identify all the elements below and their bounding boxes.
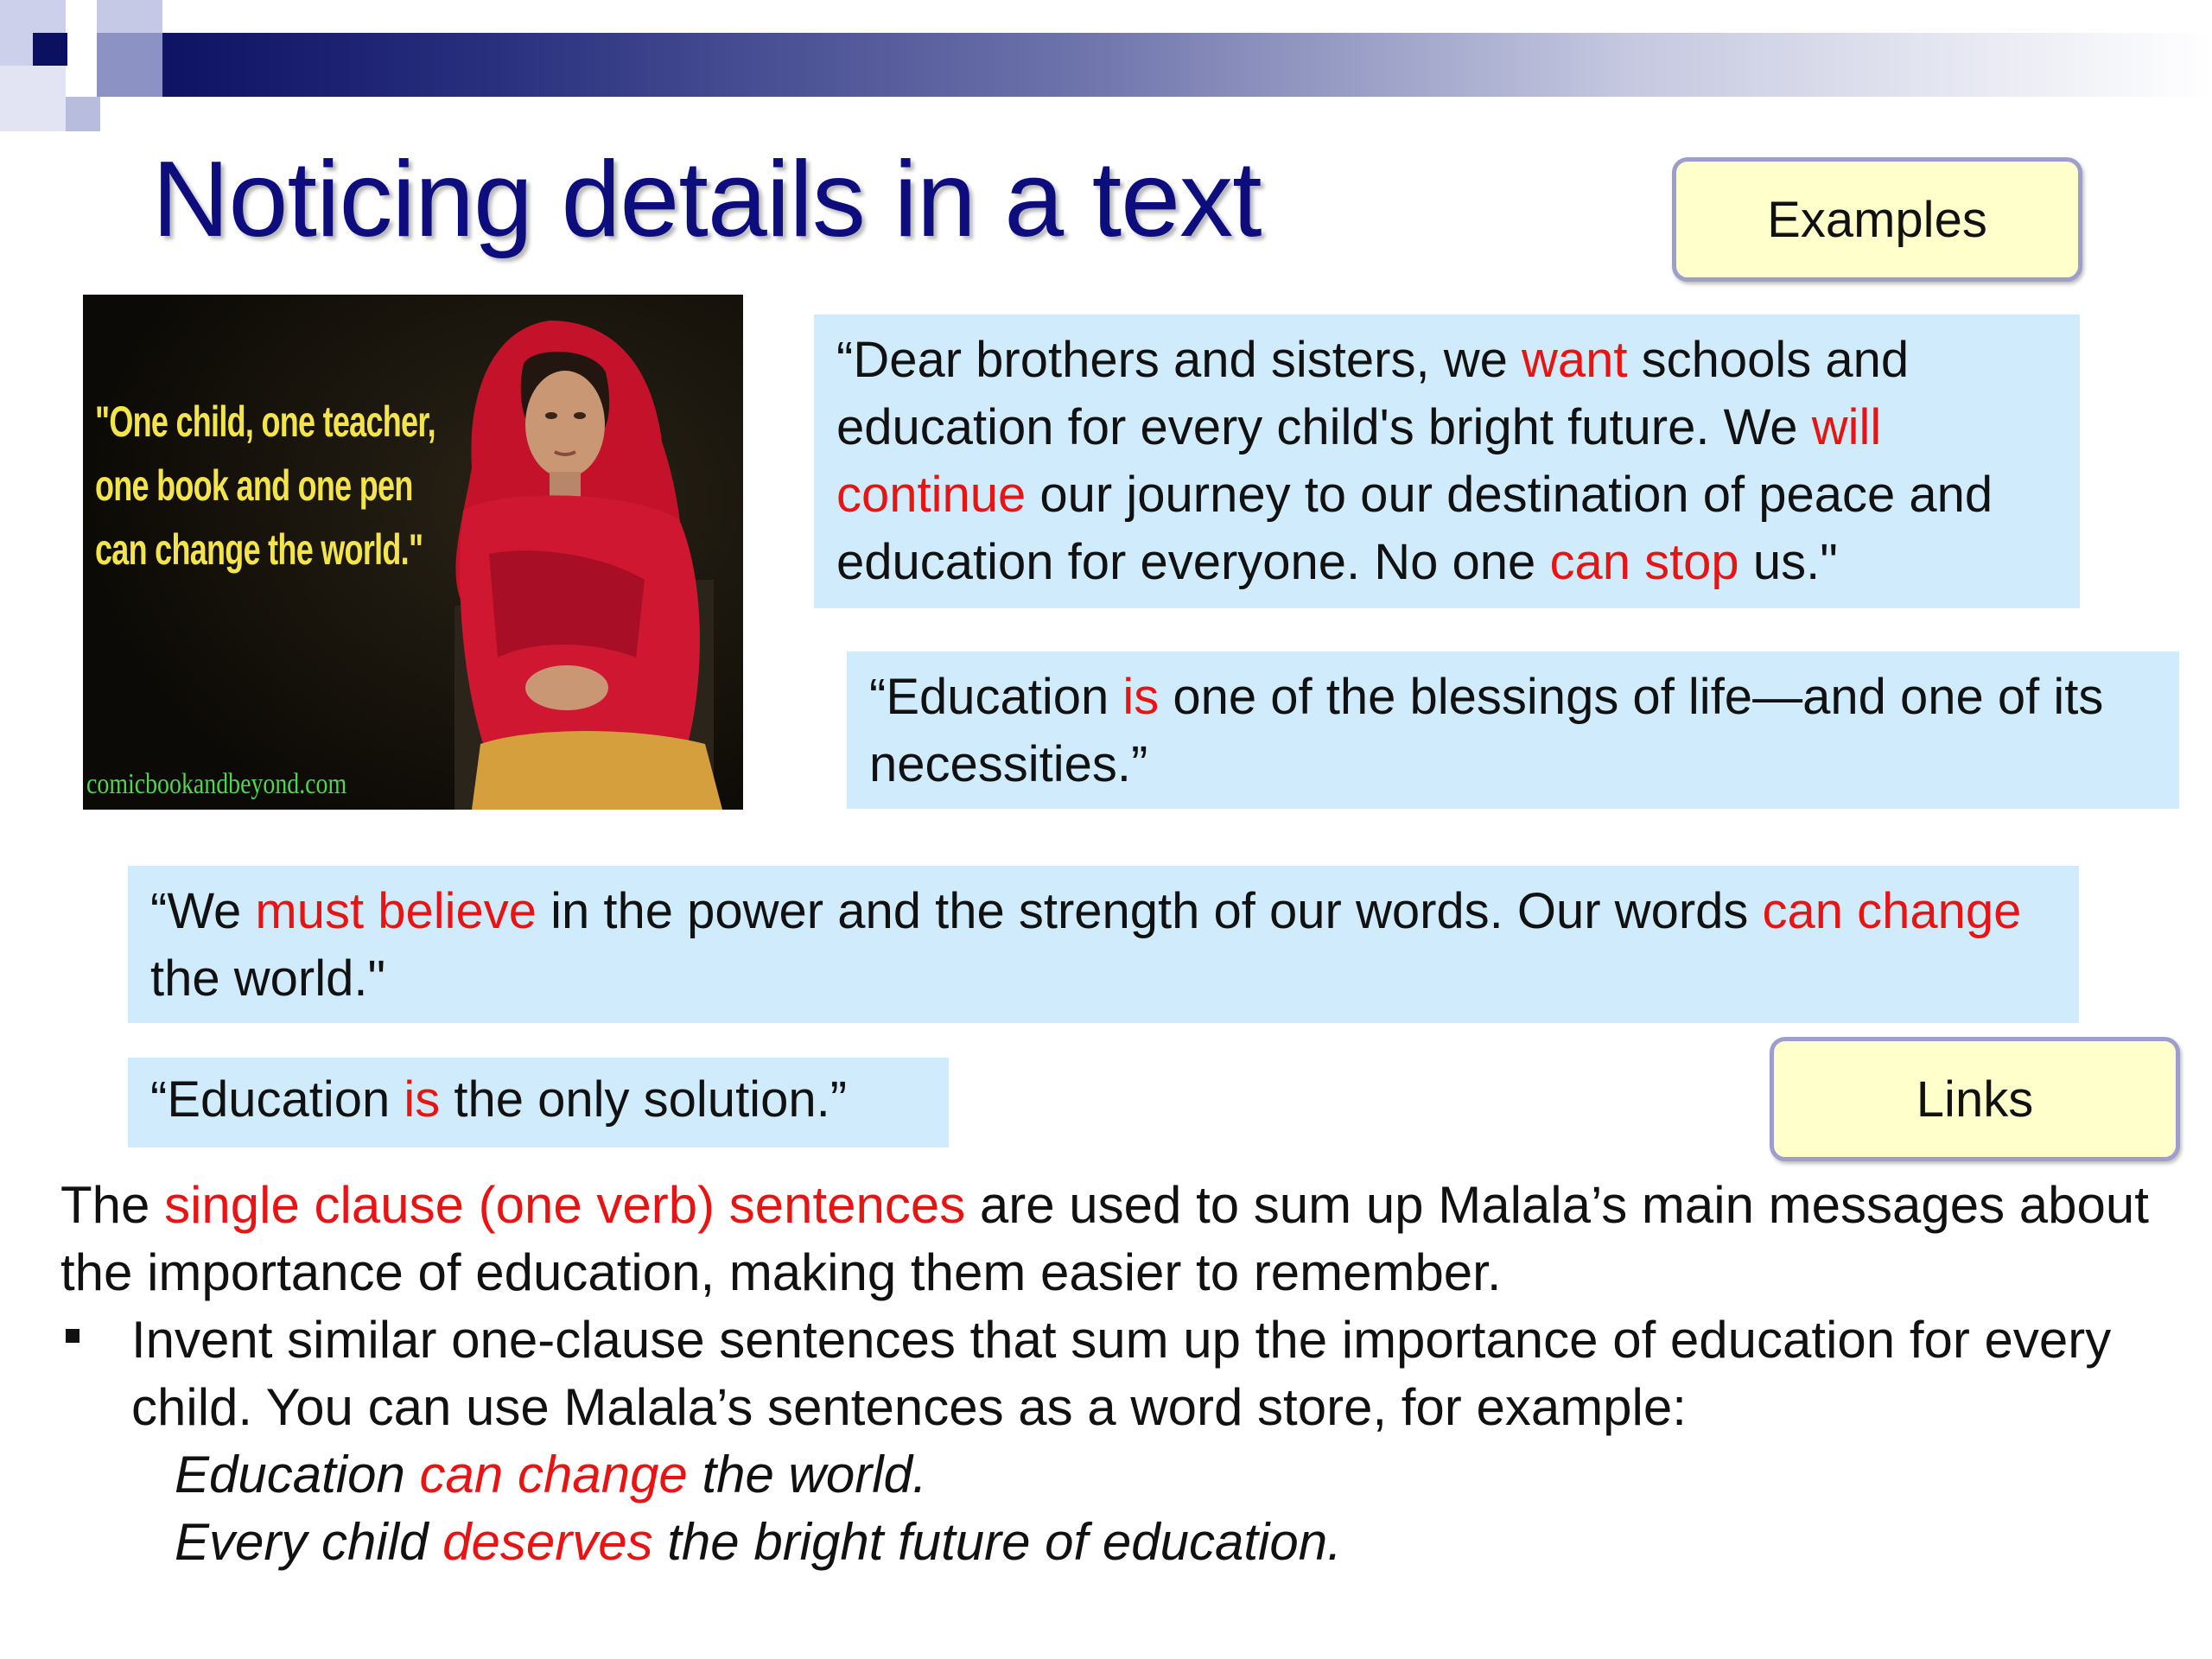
quote-text: the only solution.”: [440, 1071, 848, 1128]
malala-quote-photo: [83, 295, 743, 810]
example-text: Education: [175, 1446, 420, 1503]
slide-title: Noticing details in a text: [152, 140, 1262, 259]
highlighted-verb: want: [1521, 332, 1628, 388]
poster-quote: [95, 390, 435, 582]
deco-square: [97, 33, 162, 97]
quote-box-dear-brothers: [814, 315, 2080, 608]
poster-quote-line: "One child, one teacher,: [95, 397, 435, 446]
deco-square: [33, 33, 67, 66]
quote-text: schools and education for every child's bright future. We: [836, 332, 1910, 455]
quote-text: our journey to our destination of peace and education for everyone. No one: [836, 467, 1993, 590]
example-sentence: [175, 1441, 927, 1509]
quote-text: the world.": [150, 950, 386, 1007]
quote-box-power-of-words: [128, 866, 2079, 1023]
example-sentence: [175, 1509, 1342, 1576]
quote-text: in the power and the strength of our words. Our words: [537, 883, 1763, 939]
quote-text: “Education: [869, 669, 1123, 725]
highlighted-verb: is: [404, 1071, 441, 1128]
quote-text: “Education: [150, 1071, 404, 1128]
highlighted-verb: can change: [419, 1446, 688, 1503]
examples-button[interactable]: Examples: [1672, 157, 2082, 282]
deco-square: [0, 66, 66, 131]
highlighted-verb: can change: [1762, 883, 2022, 939]
quote-text: “Dear brothers and sisters, we: [836, 332, 1522, 388]
highlighted-verb: is: [1122, 669, 1160, 725]
links-button[interactable]: Links: [1770, 1037, 2180, 1161]
highlighted-verb: will continue: [836, 399, 1882, 523]
quote-box-blessings: [847, 652, 2179, 809]
quote-text: one of the blessings of life—and one of its necessities.”: [869, 669, 2104, 792]
explanation-paragraph: [60, 1172, 2169, 1306]
highlighted-term: single clause (one verb) sentences: [164, 1176, 966, 1234]
example-text: the world.: [687, 1446, 927, 1503]
square-bullet-icon: [66, 1329, 79, 1343]
highlighted-verb: deserves: [442, 1513, 653, 1571]
highlighted-verb: must believe: [255, 883, 537, 939]
deco-square: [66, 97, 100, 131]
photo-watermark: comicbookandbeyond.com: [86, 768, 347, 800]
example-text: the bright future of education.: [652, 1513, 1342, 1571]
explanation-text: are used to sum up Malala’s main messages about the importance of education, making them easier to remember.: [60, 1176, 2149, 1301]
quote-text: “We: [150, 883, 256, 939]
poster-quote-line: can change the world.": [95, 525, 423, 574]
quote-box-only-solution: [128, 1058, 949, 1147]
quote-text: us.": [1738, 534, 1838, 590]
example-text: Every child: [175, 1513, 443, 1571]
explanation-text: The: [60, 1176, 165, 1234]
highlighted-verb: can stop: [1549, 534, 1739, 590]
poster-quote-line: one book and one pen: [95, 461, 413, 510]
header-gradient-band: [130, 33, 2212, 97]
task-text: Invent similar one-clause sentences that sum up the importance of education for every child. You can use Malala’s sentences as a word store, for example:: [131, 1311, 2112, 1436]
